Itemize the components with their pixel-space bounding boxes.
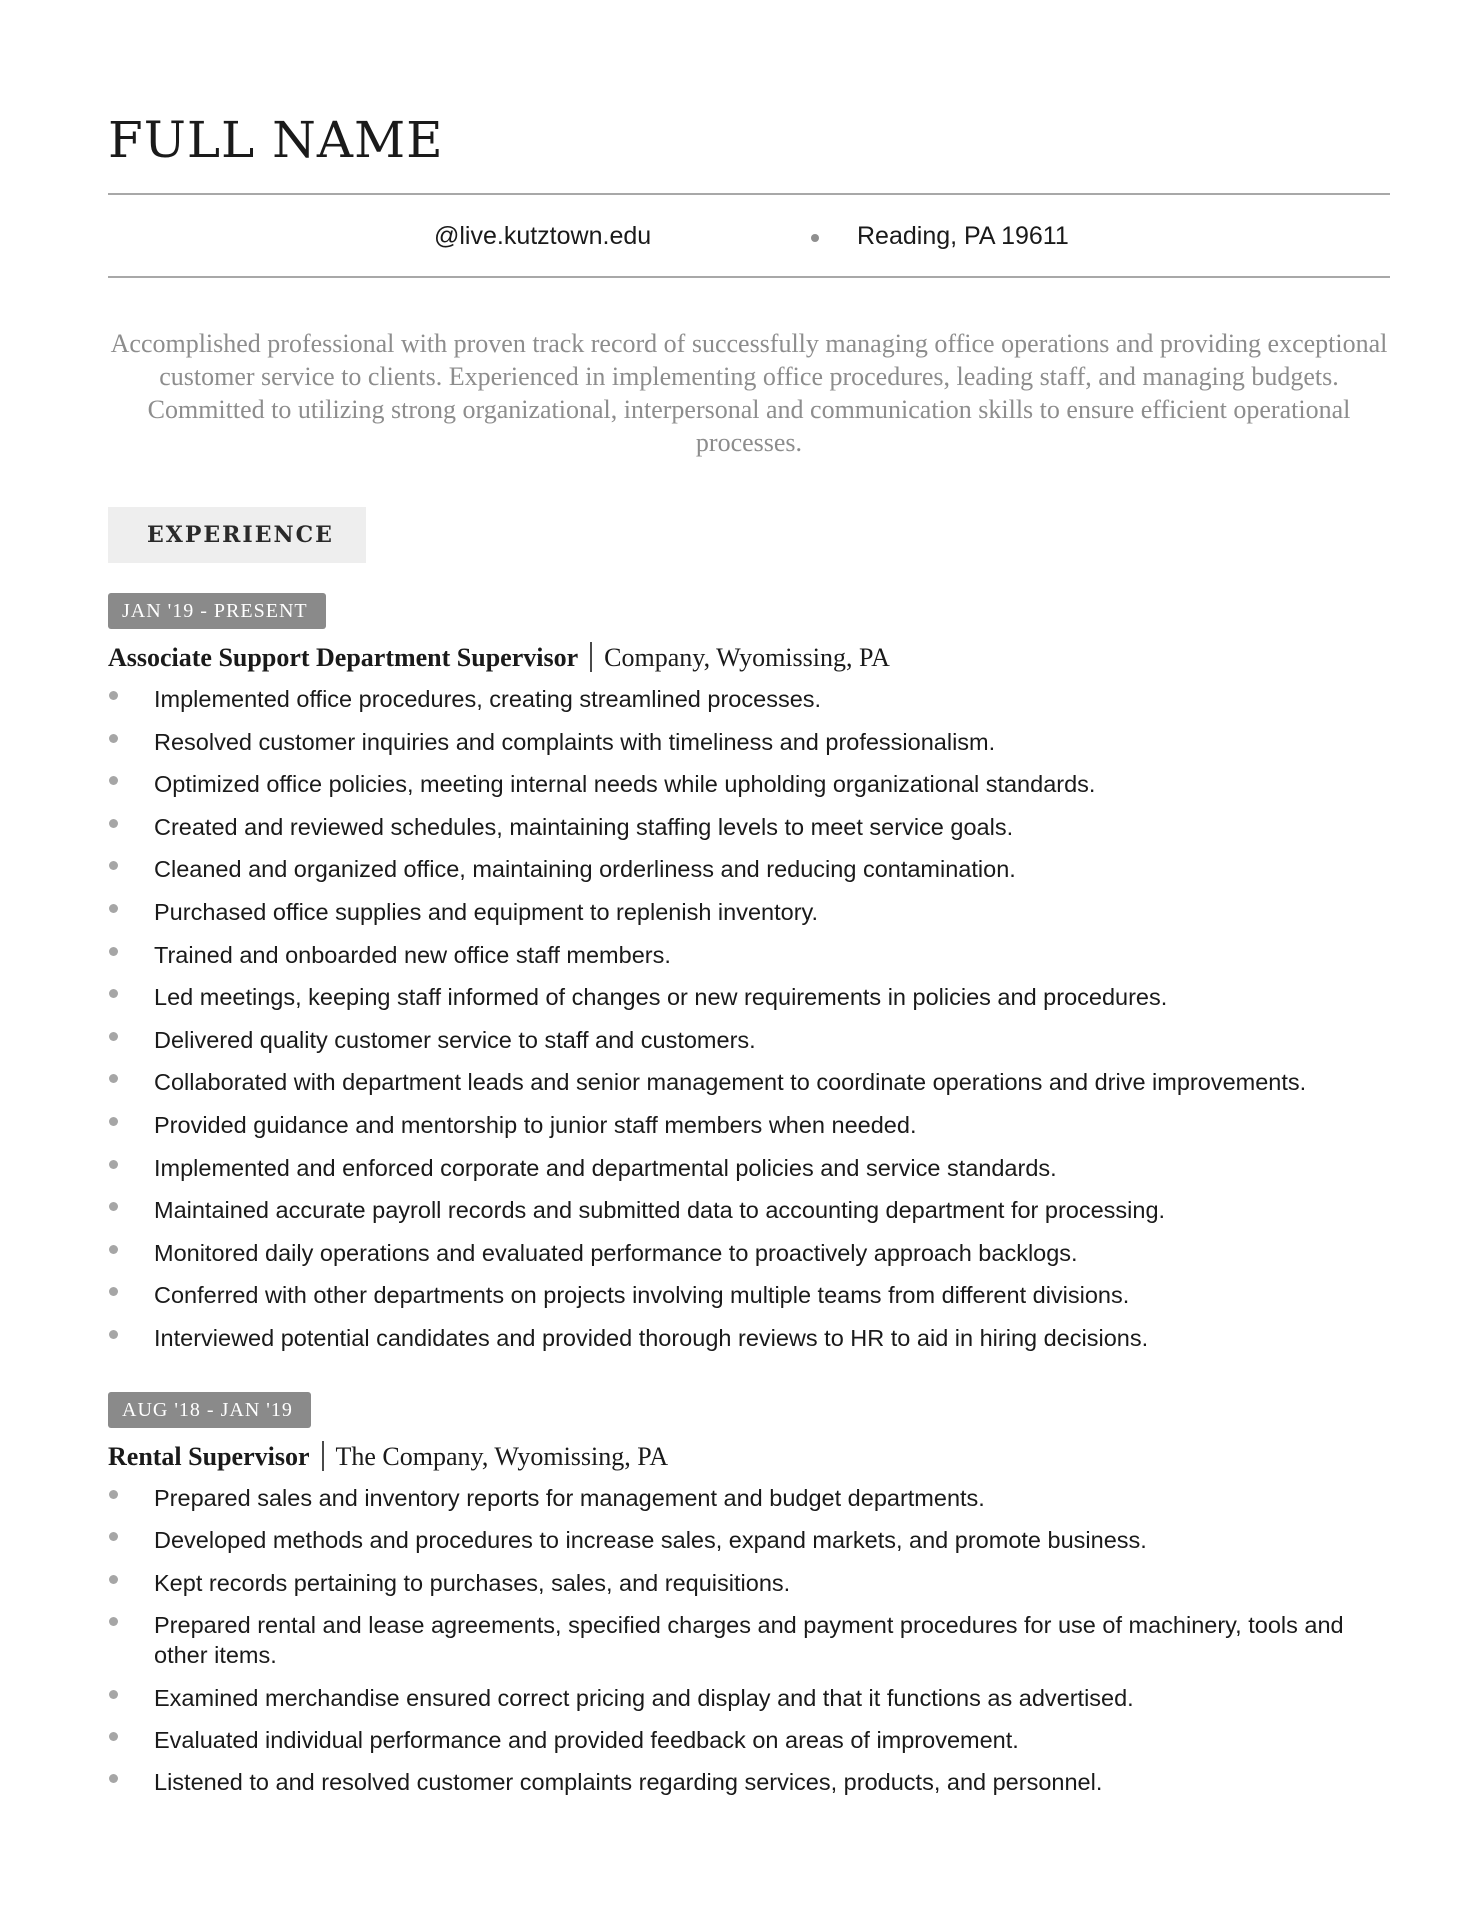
- bullet-item: [108, 1195, 1390, 1225]
- job-company: The Company, Wyomissing, PA: [335, 1442, 669, 1471]
- contact-email: @live.kutztown.edu: [434, 222, 652, 250]
- bullet-item: [108, 1153, 1390, 1183]
- bullet-text: Monitored daily operations and evaluated performance to proactively approach backlogs.: [154, 1239, 1078, 1266]
- bullet-text: Implemented and enforced corporate and departmental policies and service standards.: [154, 1154, 1057, 1181]
- bullet-dot-icon: [109, 1617, 118, 1626]
- bullet-dot-icon: [109, 819, 118, 828]
- bullet-item: [108, 1238, 1390, 1268]
- bullet-item: [108, 982, 1390, 1012]
- bullet-item: [108, 727, 1390, 757]
- bullet-text: Delivered quality customer service to staff and customers.: [154, 1026, 756, 1053]
- bullet-text: Developed methods and procedures to increase sales, expand markets, and promote business.: [154, 1527, 1147, 1554]
- job-title: Rental Supervisor: [108, 1442, 310, 1471]
- bullet-text: Trained and onboarded new office staff members.: [154, 941, 671, 968]
- title-company-separator: [590, 642, 592, 672]
- bullet-text: Kept records pertaining to purchases, sales, and requisitions.: [154, 1569, 791, 1596]
- bullet-dot-icon: [109, 1690, 118, 1699]
- bullet-item: [108, 1483, 1390, 1513]
- title-company-separator: [322, 1441, 324, 1471]
- bullet-text: Examined merchandise ensured correct pricing and display and that it functions as advertised.: [154, 1684, 1134, 1711]
- bullet-item: [108, 1525, 1390, 1555]
- bullet-dot-icon: [109, 1074, 118, 1083]
- job-title-line: [108, 1440, 1390, 1474]
- bullet-text: Evaluated individual performance and provided feedback on areas of improvement.: [154, 1726, 1019, 1753]
- bullet-text: Interviewed potential candidates and provided thorough reviews to HR to aid in hiring decisions.: [154, 1324, 1149, 1351]
- bullet-dot-icon: [109, 989, 118, 998]
- bullet-dot-icon: [109, 1774, 118, 1783]
- bullet-dot-icon: [109, 1202, 118, 1211]
- bullet-item: [108, 897, 1390, 927]
- header-top-divider: [108, 193, 1390, 195]
- bullet-item: [108, 812, 1390, 842]
- contact-separator-dot: [811, 234, 819, 242]
- job-dates-badge: AUG '18 - JAN '19: [108, 1392, 311, 1428]
- bullet-item: [108, 1767, 1390, 1797]
- full-name: FULL NAME: [108, 111, 444, 169]
- bullet-text: Led meetings, keeping staff informed of changes or new requirements in policies and procedures.: [154, 984, 1168, 1011]
- job-bullet-list: [108, 1483, 1390, 1797]
- bullet-item: [108, 1110, 1390, 1140]
- bullet-dot-icon: [109, 734, 118, 743]
- bullet-text: Conferred with other departments on projects involving multiple teams from different divisions.: [154, 1282, 1130, 1309]
- bullet-text: Optimized office policies, meeting internal needs while upholding organizational standards.: [154, 771, 1096, 798]
- bullet-dot-icon: [109, 1575, 118, 1584]
- bullet-text: Collaborated with department leads and senior management to coordinate operations and drive improvements.: [154, 1069, 1307, 1096]
- bullet-dot-icon: [109, 776, 118, 785]
- bullet-item: [108, 854, 1390, 884]
- experience-heading: EXPERIENCE: [108, 507, 366, 563]
- bullet-item: [108, 1683, 1390, 1713]
- professional-summary: Accomplished professional with proven track record of successfully managing office operations and providing exceptional customer service to clients. Experienced in implementing office procedures, leading staff, and managing budgets. Committed to utilizing strong organizational, interpersonal and communication skills to ensure efficient operational processes.: [110, 329, 1388, 457]
- bullet-dot-icon: [109, 904, 118, 913]
- job-dates-badge: JAN '19 - PRESENT: [108, 593, 326, 629]
- job-title: Associate Support Department Supervisor: [108, 643, 579, 672]
- header-bottom-divider: [108, 276, 1390, 278]
- job-entry: [108, 1392, 1390, 1810]
- bullet-dot-icon: [109, 1490, 118, 1499]
- bullet-dot-icon: [109, 1117, 118, 1126]
- bullet-dot-icon: [109, 1287, 118, 1296]
- job-bullet-list: [108, 684, 1390, 1353]
- bullet-item: [108, 940, 1390, 970]
- bullet-item: [108, 1568, 1390, 1598]
- bullet-text: Prepared sales and inventory reports for management and budget departments.: [154, 1485, 985, 1511]
- bullet-text: Maintained accurate payroll records and submitted data to accounting department for processing.: [154, 1197, 1166, 1224]
- bullet-item: [108, 1323, 1390, 1353]
- bullet-item: [108, 1067, 1390, 1097]
- bullet-item: [108, 1610, 1390, 1670]
- bullet-text: Listened to and resolved customer complaints regarding services, products, and personnel.: [154, 1769, 1103, 1796]
- bullet-dot-icon: [109, 1032, 118, 1041]
- bullet-dot-icon: [109, 1160, 118, 1169]
- bullet-dot-icon: [109, 1245, 118, 1254]
- bullet-dot-icon: [109, 947, 118, 956]
- job-company: Company, Wyomissing, PA: [604, 643, 890, 672]
- bullet-text: Cleaned and organized office, maintaining orderliness and reducing contamination.: [154, 856, 1016, 883]
- bullet-item: [108, 1280, 1390, 1310]
- job-title-line: [108, 641, 1390, 675]
- bullet-text: Provided guidance and mentorship to junior staff members when needed.: [154, 1111, 917, 1138]
- job-entry: [108, 593, 1390, 1366]
- bullet-dot-icon: [109, 1330, 118, 1339]
- bullet-item: [108, 684, 1390, 714]
- bullet-dot-icon: [109, 1732, 118, 1741]
- bullet-item: [108, 1725, 1390, 1755]
- bullet-dot-icon: [109, 1532, 118, 1541]
- bullet-item: [108, 1025, 1390, 1055]
- bullet-dot-icon: [109, 861, 118, 870]
- bullet-text: Prepared rental and lease agreements, specified charges and payment procedures for use of machinery, tools and other items.: [154, 1612, 1344, 1669]
- bullet-item: [108, 769, 1390, 799]
- bullet-text: Purchased office supplies and equipment to replenish inventory.: [154, 898, 819, 925]
- bullet-text: Resolved customer inquiries and complaints with timeliness and professionalism.: [154, 728, 996, 755]
- contact-bar: [108, 220, 1390, 256]
- contact-location: Reading, PA 19611: [857, 222, 1069, 250]
- bullet-text: Implemented office procedures, creating streamlined processes.: [154, 686, 822, 712]
- bullet-text: Created and reviewed schedules, maintaining staffing levels to meet service goals.: [154, 813, 1014, 840]
- bullet-dot-icon: [109, 691, 118, 700]
